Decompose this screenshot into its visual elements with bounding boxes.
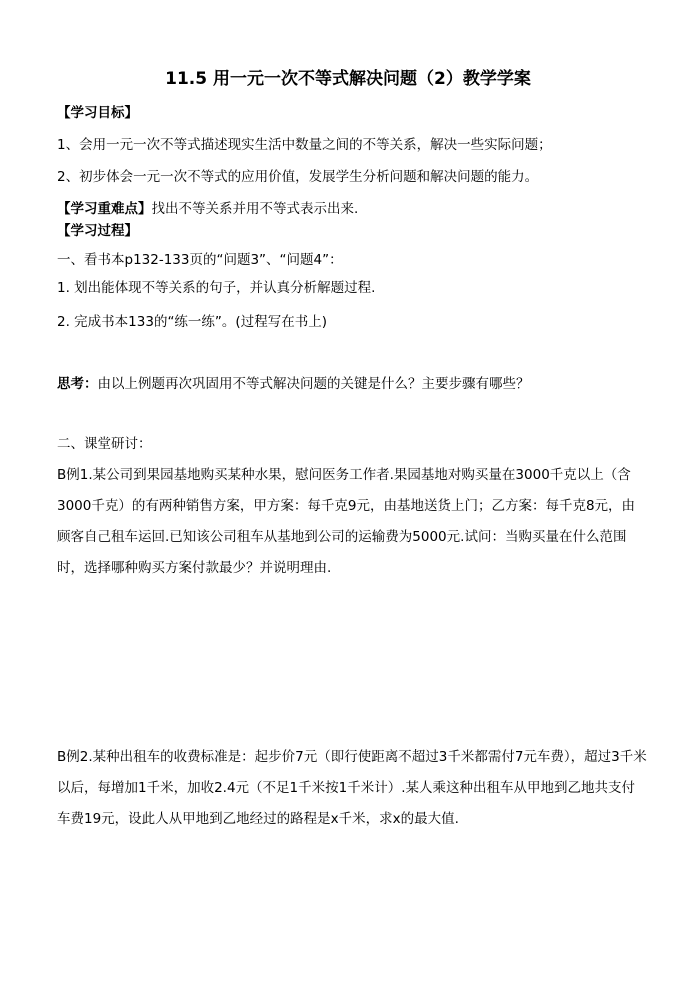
part2-heading: 二、课堂研讨： (57, 436, 152, 452)
page-title: 11.5 用一元一次不等式解决问题（2）教学学案 (165, 69, 531, 89)
process-heading: 【学习过程】 (57, 223, 138, 239)
think-label: 思考： (57, 376, 98, 392)
part1-item-2: 2. 完成书本133的“练一练”。(过程写在书上) (57, 314, 327, 330)
think-row (57, 375, 530, 393)
part1-heading: 一、看书本p132-133页的“问题3”、“问题4”： (57, 252, 343, 268)
example-1: B例1.某公司到果园基地购买某种水果，慰问医务工作者.果园基地对购买量在3000千克以上（含3000千克）的有两种销售方案，甲方案：每千克9元，由基地送货上门；乙方案：每千克8元，由顾客自己租车运回.已知该公司租车从基地到公司的运输费为5000元.试问：当购买量在什么范围时，选择哪种购买方案付款最少？并说明理由. (57, 467, 636, 576)
example-2: B例2.某种出租车的收费标准是：起步价7元（即行使距离不超过3千米都需付7元车费），超过3千米以后，每增加1千米，加收2.4元（不足1千米按1千米计）.某人乘这种出租车从甲地到乙地共支付车费19元，设此人从甲地到乙地经过的路程是x千米，求x的最大值. (57, 749, 647, 827)
key-points-row (57, 200, 358, 218)
goal-item-2: 2、初步体会一元一次不等式的应用价值，发展学生分析问题和解决问题的能力。 (57, 169, 539, 185)
think-text: 由以上例题再次巩固用不等式解决问题的关键是什么？主要步骤有哪些？ (97, 376, 530, 392)
part1-item-1: 1. 划出能体现不等关系的句子，并认真分析解题过程. (57, 280, 376, 296)
goals-heading: 【学习目标】 (57, 105, 138, 121)
key-points-text: 找出不等关系并用不等式表示出来. (151, 201, 359, 217)
goal-item-1: 1、会用一元一次不等式描述现实生活中数量之间的不等关系，解决一些实际问题； (57, 137, 552, 153)
key-points-heading: 【学习重难点】 (57, 201, 152, 217)
